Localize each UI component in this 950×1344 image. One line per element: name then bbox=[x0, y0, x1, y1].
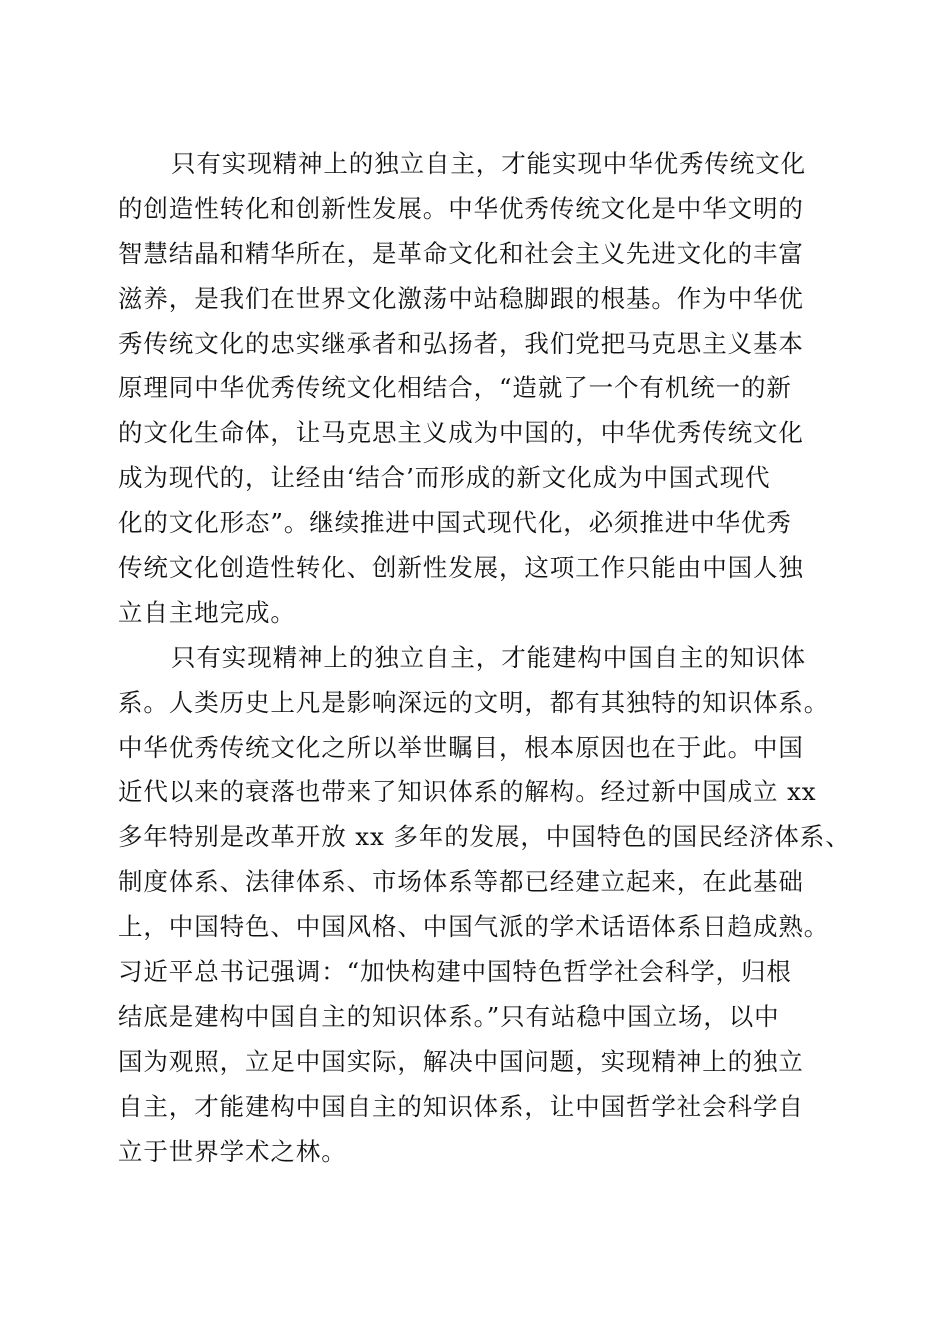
text-line: 滋养，是我们在世界文化激荡中站稳脚跟的根基。作为中华优 bbox=[118, 283, 804, 313]
text-line: 的创造性转化和创新性发展。中华优秀传统文化是中华文明的 bbox=[118, 193, 804, 223]
text-line: 自主，才能建构中国自主的知识体系，让中国哲学社会科学自 bbox=[118, 1091, 804, 1121]
text-line: 立自主地完成。 bbox=[118, 597, 296, 627]
text-line: 近代以来的衰落也带来了知识体系的解构。经过新中国成立 xx bbox=[118, 777, 817, 807]
text-line: 的文化生命体，让马克思主义成为中国的，中华优秀传统文化 bbox=[118, 418, 804, 448]
text-line: 化的文化形态”。继续推进中国式现代化，必须推进中华优秀 bbox=[118, 508, 792, 538]
text-line: 秀传统文化的忠实继承者和弘扬者，我们党把马克思主义基本 bbox=[118, 328, 804, 358]
text-line: 系。人类历史上凡是影响深远的文明，都有其独特的知识体系。 bbox=[118, 687, 830, 717]
text-line: 国为观照，立足中国实际，解决中国问题，实现精神上的独立 bbox=[118, 1046, 804, 1076]
text-line: 结底是建构中国自主的知识体系。”只有站稳中国立场，以中 bbox=[118, 1001, 780, 1031]
text-line: 立于世界学术之林。 bbox=[118, 1136, 347, 1166]
text-line: 中华优秀传统文化之所以举世瞩目，根本原因也在于此。中国 bbox=[118, 732, 804, 762]
text-line: 只有实现精神上的独立自主，才能建构中国自主的知识体 bbox=[171, 642, 806, 672]
paragraph-2 bbox=[118, 636, 851, 1175]
text-line: 原理同中华优秀传统文化相结合，“造就了一个有机统一的新 bbox=[118, 373, 792, 403]
paragraph-1 bbox=[118, 142, 838, 636]
text-line: 智慧结晶和精华所在，是革命文化和社会主义先进文化的丰富 bbox=[118, 238, 804, 268]
text-line: 习近平总书记强调：“加快构建中国特色哲学社会科学，归根 bbox=[118, 957, 792, 987]
text-line: 多年特别是改革开放 xx 多年的发展，中国特色的国民经济体系、 bbox=[118, 822, 851, 852]
text-line: 上，中国特色、中国风格、中国气派的学术话语体系日趋成熟。 bbox=[118, 912, 830, 942]
text-line: 传统文化创造性转化、创新性发展，这项工作只能由中国人独 bbox=[118, 553, 804, 583]
text-line: 制度体系、法律体系、市场体系等都已经建立起来，在此基础 bbox=[118, 867, 804, 897]
text-line: 成为现代的，让经由‘结合’而形成的新文化成为中国式现代 bbox=[118, 463, 771, 493]
text-line: 只有实现精神上的独立自主，才能实现中华优秀传统文化 bbox=[171, 149, 806, 178]
document-body bbox=[118, 142, 851, 1174]
